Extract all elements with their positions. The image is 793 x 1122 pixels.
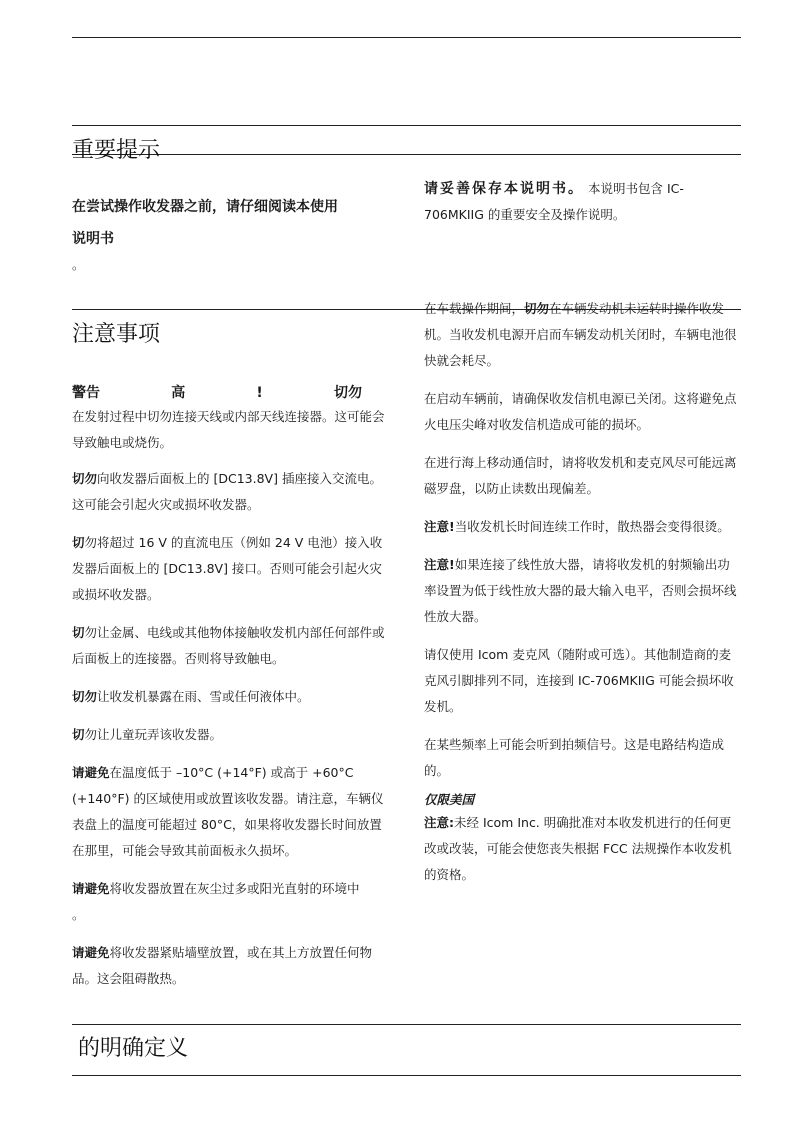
keep-text: 本说明书包含 IC-706MKIIG 的重要安全及操作说明。	[424, 181, 684, 222]
intro-lead	[72, 191, 390, 275]
warning-text: 在发射过程中切勿连接天线或内部天线连接器。这可能会导致触电或烧伤。	[72, 409, 385, 450]
warning-title	[72, 382, 390, 404]
item-start: 在启动车辆前，请确保收发信机电源已关闭。这将避免点火电压尖峰对收发信机造成可能的损坏。	[424, 391, 737, 432]
item-temperature: 请避免在温度低于 –10°C (+14°F) 或高于 +60°C (+140°F) 的区域使用或放置该收发器。请注意，车辆仪表盘上的温度可能超过 80°C，如果将收发器长时间放置在那里，可能会导致其前面板永久损坏。	[72, 765, 384, 858]
rule-above-important	[72, 125, 741, 126]
item-ac: 切勿向收发器后面板上的 [DC13.8V] 插座接入交流电。这可能会引起火灾或损坏收发器。	[72, 471, 382, 512]
top-rule	[72, 37, 741, 38]
heading-precautions: 注意事项	[72, 322, 161, 347]
warning-word-3: !	[256, 385, 263, 401]
item-rain: 切勿让收发机暴露在雨、雪或任何液体中。	[72, 689, 310, 704]
item-car: 在车载操作期间，切勿在车辆发动机未运转时操作收发机。当收发机电源开启而车辆发动机关闭时，车辆电池很快就会耗尽。	[424, 301, 737, 368]
intro-keep	[424, 176, 742, 228]
lead-end: 。	[72, 257, 85, 272]
rule-below-definitions	[72, 1075, 741, 1076]
item-microphone: 请仅使用 Icom 麦克风（随附或可选）。其他制造商的麦克风引脚排列不同，连接到 IC-706MKIIG 可能会损坏收发机。	[424, 647, 734, 714]
item-dust: 请避免将收发器放置在灰尘过多或阳光直射的环境中 。	[72, 881, 360, 922]
warning-word-4: 切勿	[334, 385, 362, 401]
item-marine: 在进行海上移动通信时，请将收发机和麦克风尽可能远离磁罗盘，以防止读数出现偏差。	[424, 455, 737, 496]
item-metal: 切勿让金属、电线或其他物体接触收发机内部任何部件或后面板上的连接器。否则将导致触电。	[72, 625, 385, 666]
item-dc: 切勿将超过 16 V 的直流电压（例如 24 V 电池）接入收发器后面板上的 [DC13.8V] 接口。否则可能会引起火灾或损坏收发器。	[72, 535, 383, 602]
left-column	[72, 382, 390, 992]
usa-only-label: 仅限美国	[424, 792, 475, 807]
lead-line-2: 说明书	[72, 231, 114, 247]
lead-line-1: 在尝试操作收发器之前，请仔细阅读本使用	[72, 199, 338, 215]
item-amplifier: 注意!如果连接了线性放大器，请将收发机的射频输出功率设置为低于线性放大器的最大输入电平，否则会损坏线性放大器。	[424, 557, 737, 624]
item-heatsink: 注意!当收发机长时间连续工作时，散热器会变得很烫。	[424, 519, 730, 534]
heading-important: 重要提示	[72, 138, 161, 163]
heading-definitions: 的明确定义	[78, 1036, 189, 1061]
keep-bold: 请妥善保存本说明书。	[424, 181, 584, 197]
rule-above-definitions	[72, 1024, 741, 1025]
warning-word-2: 高	[171, 385, 186, 401]
item-children: 切勿让儿童玩弄该收发器。	[72, 727, 223, 742]
warning-word-1: 警告	[72, 385, 100, 401]
item-wall: 请避免将收发器紧贴墙壁放置，或在其上方放置任何物品。这会阻碍散热。	[72, 945, 373, 986]
item-beat: 在某些频率上可能会听到拍频信号。这是电路结构造成的。	[424, 737, 725, 778]
item-fcc: 注意:未经 Icom Inc. 明确批准对本收发机进行的任何更改或改装，可能会使您丧失根据 FCC 法规操作本收发机的资格。	[424, 815, 732, 882]
rule-strike-important	[72, 154, 741, 155]
right-column	[424, 296, 742, 888]
